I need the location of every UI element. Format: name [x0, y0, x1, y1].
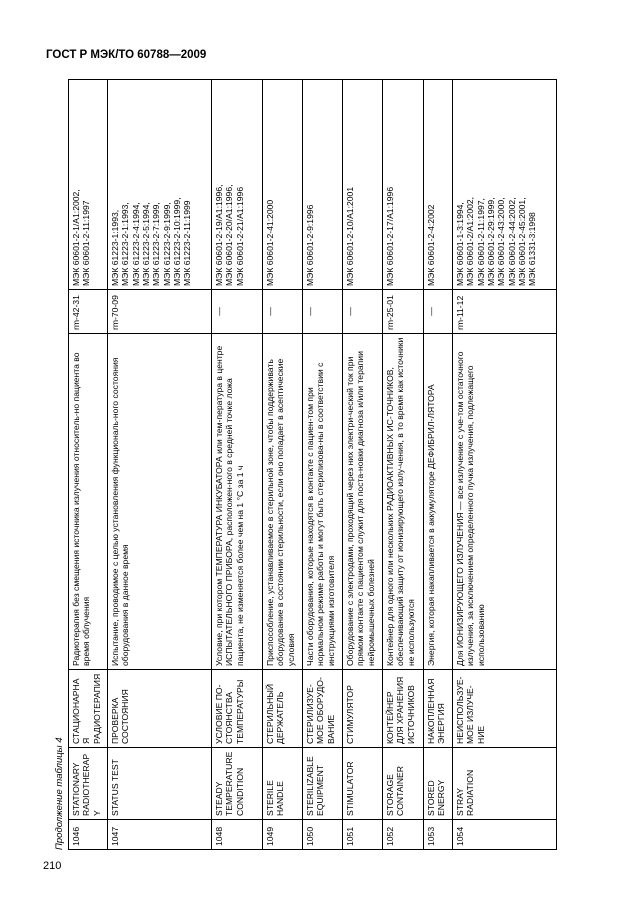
term-code: rm-70-09	[108, 290, 212, 334]
term-reference: МЭК 60601-2-4:2002	[424, 80, 453, 290]
term-code: rm-11-12	[453, 290, 557, 334]
term-russian: СТИМУЛЯТОР	[343, 670, 383, 748]
term-code: —	[424, 290, 453, 334]
table-row	[424, 80, 453, 850]
term-definition: Приспособление, устанавливаемое в стерильной зоне, чтобы поддерживать оборудование в состоянии стерильности, если оно попадает в асептические условия	[263, 334, 303, 670]
terms-table	[68, 79, 557, 850]
page-number: 210	[43, 860, 62, 872]
term-english: STATIONARY RADIOTHERAPY	[69, 748, 108, 820]
table-row	[303, 80, 343, 850]
term-code: —	[343, 290, 383, 334]
table-row	[69, 80, 108, 850]
term-russian: ПРОВЕРКА СОСТОЯНИЯ	[108, 670, 212, 748]
term-definition: Радиотерапия без смещения источника излучения относитель-но пациента во время облучения	[69, 334, 108, 670]
term-code: rm-25-01	[383, 290, 424, 334]
term-russian: СТАЦИОНАРНАЯ РАДИОТЕРАПИЯ	[69, 670, 108, 748]
term-definition: Контейнер для одного или нескольких РАДИОАКТИВНЫХ ИС-ТОЧНИКОВ, обеспечивающий защиту от ионизирующего излу-чения, в то время как источники не используются	[383, 334, 424, 670]
term-english: STRAY RADIATION	[453, 748, 557, 820]
term-number: 1048	[212, 820, 263, 850]
term-definition: Испытание, проводимое с целью установления функциональ-ного состояния оборудования в данное время	[108, 334, 212, 670]
term-russian: НАКОПЛЕННАЯ ЭНЕРГИЯ	[424, 670, 453, 748]
term-reference: МЭК 60601-2-19/А1:1996, МЭК 60601-2-20/А1:1996, МЭК 60601-2-21/А1:1996	[212, 80, 263, 290]
term-definition: Части оборудования, которые находятся в контакте с пациен-том при нормальном режиме работы и могут быть стерилизова-ны в соответствии с инструкциями изготовителя	[303, 334, 343, 670]
term-english: STORED ENERGY	[424, 748, 453, 820]
term-number: 1051	[343, 820, 383, 850]
term-number: 1049	[263, 820, 303, 850]
term-reference: МЭК 60601-2-9:1996	[303, 80, 343, 290]
table-row	[212, 80, 263, 850]
term-reference: МЭК 60601-1-3:1994, МЭК 60601-2/А1:2002, МЭК 60601-2-11:1997, МЭК 60601-2-29:1999, МЭК 60601-2-43:2000, МЭК 60601-2-44:2002, МЭК 60601-2-45:2001, МЭК 61331-3:1998	[453, 80, 557, 290]
term-russian: КОНТЕЙНЕР ДЛЯ ХРАНЕНИЯ ИСТОЧНИКОВ	[383, 670, 424, 748]
term-english: STIMULATOR	[343, 748, 383, 820]
term-number: 1046	[69, 820, 108, 850]
term-number: 1054	[453, 820, 557, 850]
term-english: STERILE HANDLE	[263, 748, 303, 820]
term-definition: Энергия, которая накапливается в аккумуляторе ДЕФИБРИЛ-ЛЯТОРА	[424, 334, 453, 670]
term-reference: МЭК 61223-1:1993, МЭК 61223-2-1:1993, МЭК 61223-2-4:1994, МЭК 61223-2-5:1994, МЭК 61223-2-7:1999, МЭК 61223-2-9:1999, МЭК 61223-2-10:1999, МЭК 61223-2-11:1999	[108, 80, 212, 290]
term-number: 1050	[303, 820, 343, 850]
table-row	[108, 80, 212, 850]
table-row	[263, 80, 303, 850]
term-reference: МЭК 60601-2-17/А1:1996	[383, 80, 424, 290]
term-code: rm-42-31	[69, 290, 108, 334]
term-reference: МЭК 60601-2-10/А1:2001	[343, 80, 383, 290]
term-russian: СТЕРИЛИЗУЕ-МОЕ ОБОРУДО-ВАНИЕ	[303, 670, 343, 748]
term-reference: МЭК 60601-2-1/А1:2002, МЭК 60601-2-11:1997	[69, 80, 108, 290]
table-caption: Продолжение таблицы 4	[54, 737, 65, 850]
term-english: STATUS TEST	[108, 748, 212, 820]
term-russian: УСЛОВИЕ ПО-СТОЯНСТВА ТЕМПЕРАТУРЫ	[212, 670, 263, 748]
term-english: STERILIZABLE EQUIPMENT	[303, 748, 343, 820]
term-number: 1052	[383, 820, 424, 850]
term-code: —	[263, 290, 303, 334]
term-number: 1047	[108, 820, 212, 850]
term-russian: НЕИСПОЛЬЗУЕ-МОЕ ИЗЛУЧЕ-НИЕ	[453, 670, 557, 748]
table-row	[453, 80, 557, 850]
term-code: —	[303, 290, 343, 334]
term-english: STEADY TEMPERATURE CONDITION	[212, 748, 263, 820]
table-row	[343, 80, 383, 850]
term-number: 1053	[424, 820, 453, 850]
term-definition: Для ИОНИЗИРУЮЩЕГО ИЗЛУЧЕНИЯ — все излучение с уче-том остаточного излучения, за исключением определенного пучка излучения, подлежащего использованию	[453, 334, 557, 670]
term-code: —	[212, 290, 263, 334]
term-definition: Условие, при котором ТЕМПЕРАТУРА ИНКУБАТОРА или тем-пература в центре ИСПЫТАТЕЛЬНОГО ПРИБОРА, расположен-ного в средней точке ложа пациента, не изменяется более чем на 1 °С за 1 ч	[212, 334, 263, 670]
term-russian: СТЕРИЛЬНЫЙ ДЕРЖАТЕЛЬ	[263, 670, 303, 748]
term-english: STORAGE CONTAINER	[383, 748, 424, 820]
table-row	[383, 80, 424, 850]
rotated-table-area	[52, 80, 538, 850]
term-reference: МЭК 60601-2-41:2000	[263, 80, 303, 290]
document-header: ГОСТ Р МЭК/ТО 60788—2009	[46, 49, 207, 61]
term-definition: Оборудование с электродами, проходящий через них электри-ческий ток при прямом контакте с пациентом служит для поста-новки диагноза и/или терапии нейромышечных болезней	[343, 334, 383, 670]
